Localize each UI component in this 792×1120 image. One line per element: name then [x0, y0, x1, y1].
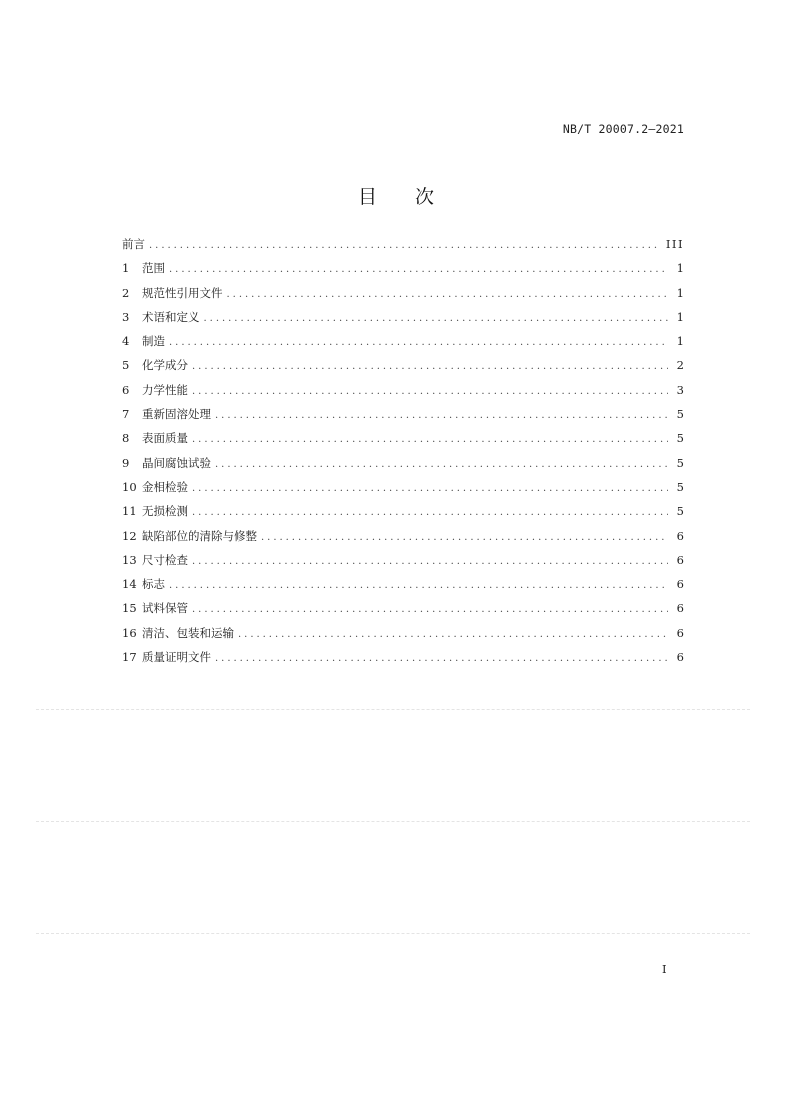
toc-entry-number: 4 [122, 334, 130, 349]
toc-entry-page: 6 [676, 625, 684, 640]
toc-leader-dots [192, 477, 668, 501]
toc-entry-label: 金相检验 [142, 479, 188, 494]
toc-entry-14[interactable] [122, 572, 684, 596]
toc-leader-dots [169, 331, 668, 355]
toc-entry-label: 晶间腐蚀试验 [142, 455, 211, 470]
toc-entry-4[interactable] [122, 329, 684, 353]
toc-entry-label: 清洁、包装和运输 [142, 625, 234, 640]
toc-leader-dots [204, 307, 669, 331]
toc-entry-label: 尺寸检查 [142, 552, 188, 567]
toc-leader-dots [192, 501, 668, 525]
toc-entry-page: 5 [676, 455, 684, 470]
toc-entry-label: 无损检测 [142, 504, 188, 519]
toc-entry-number: 12 [122, 528, 137, 543]
toc-entry-15[interactable] [122, 596, 684, 620]
toc-entry-page: III [665, 237, 684, 251]
toc-entry-number: 13 [122, 552, 137, 567]
toc-entry-page: 5 [676, 431, 684, 446]
toc-leader-dots [192, 598, 668, 622]
toc-entry-17[interactable] [122, 645, 684, 669]
toc-entry-label: 表面质量 [142, 431, 188, 446]
toc-leader-dots [169, 574, 668, 598]
toc-entry-2[interactable] [122, 281, 684, 305]
toc-entry-5[interactable] [122, 353, 684, 377]
toc-leader-dots [238, 623, 668, 647]
toc-entry-page: 6 [676, 577, 684, 592]
toc-entry-11[interactable] [122, 499, 684, 523]
toc-leader-dots [192, 355, 668, 379]
toc-entry-label: 标志 [142, 577, 165, 592]
toc-entry-number: 2 [122, 285, 130, 300]
toc-entry-label: 质量证明文件 [142, 650, 211, 665]
toc-entry-13[interactable] [122, 548, 684, 572]
toc-entry-3[interactable] [122, 305, 684, 329]
toc-entry-page: 6 [676, 552, 684, 567]
toc-entry-page: 6 [676, 601, 684, 616]
toc-entry-7[interactable] [122, 402, 684, 426]
toc-entry-label: 术语和定义 [142, 309, 200, 324]
table-of-contents [122, 232, 684, 669]
toc-entry-6[interactable] [122, 378, 684, 402]
toc-entry-label: 力学性能 [142, 382, 188, 397]
toc-entry-number: 7 [122, 407, 130, 422]
toc-leader-dots [192, 380, 668, 404]
toc-entry-10[interactable] [122, 475, 684, 499]
toc-entry-page: 6 [676, 528, 684, 543]
toc-entry-number: 6 [122, 382, 130, 397]
faint-divider [36, 709, 750, 710]
toc-entry-page: 5 [676, 504, 684, 519]
toc-leader-dots [192, 550, 668, 574]
toc-entry-8[interactable] [122, 426, 684, 450]
toc-entry-page: 6 [676, 650, 684, 665]
toc-leader-dots [215, 404, 668, 428]
toc-entry-number: 9 [122, 455, 130, 470]
toc-entry-number: 5 [122, 358, 130, 373]
toc-entry-page: 3 [676, 382, 684, 397]
toc-entry-label: 范围 [142, 261, 165, 276]
toc-entry-number: 11 [122, 504, 137, 519]
toc-entry-page: 1 [676, 309, 684, 324]
toc-entry-page: 5 [676, 479, 684, 494]
toc-entry-label: 前言 [122, 237, 145, 251]
toc-leader-dots [215, 647, 668, 671]
toc-entry-number: 17 [122, 650, 137, 665]
toc-entry-9[interactable] [122, 451, 684, 475]
toc-entry-page: 1 [676, 261, 684, 276]
toc-entry-number: 10 [122, 479, 137, 494]
toc-entry-label: 试料保管 [142, 601, 188, 616]
toc-entry-label: 制造 [142, 334, 165, 349]
faint-divider [36, 821, 750, 822]
toc-entry-number: 14 [122, 577, 137, 592]
page-number: I [662, 962, 667, 976]
toc-entry-label: 规范性引用文件 [142, 285, 223, 300]
toc-leader-dots [227, 283, 669, 307]
toc-leader-dots [261, 526, 668, 550]
toc-entry-label: 化学成分 [142, 358, 188, 373]
toc-entry-label: 重新固溶处理 [142, 407, 211, 422]
document-code: NB/T 20007.2—2021 [562, 122, 684, 136]
toc-leader-dots [169, 258, 668, 282]
toc-entry-page: 1 [676, 285, 684, 300]
toc-entry-1[interactable] [122, 256, 684, 280]
toc-entry-label: 缺陷部位的清除与修整 [142, 528, 257, 543]
page-title: 目次 [357, 186, 472, 208]
toc-leader-dots [192, 428, 668, 452]
toc-entry-number: 16 [122, 625, 137, 640]
toc-entry-foreword[interactable] [122, 232, 684, 256]
toc-entry-number: 3 [122, 309, 130, 324]
toc-entry-16[interactable] [122, 621, 684, 645]
toc-entry-number: 8 [122, 431, 130, 446]
toc-entry-page: 5 [676, 407, 684, 422]
faint-divider [36, 933, 750, 934]
toc-entry-page: 2 [676, 358, 684, 373]
toc-entry-12[interactable] [122, 524, 684, 548]
toc-entry-number: 1 [122, 261, 130, 276]
toc-leader-dots [149, 234, 660, 258]
toc-entry-number: 15 [122, 601, 137, 616]
toc-leader-dots [215, 453, 668, 477]
toc-entry-page: 1 [676, 334, 684, 349]
